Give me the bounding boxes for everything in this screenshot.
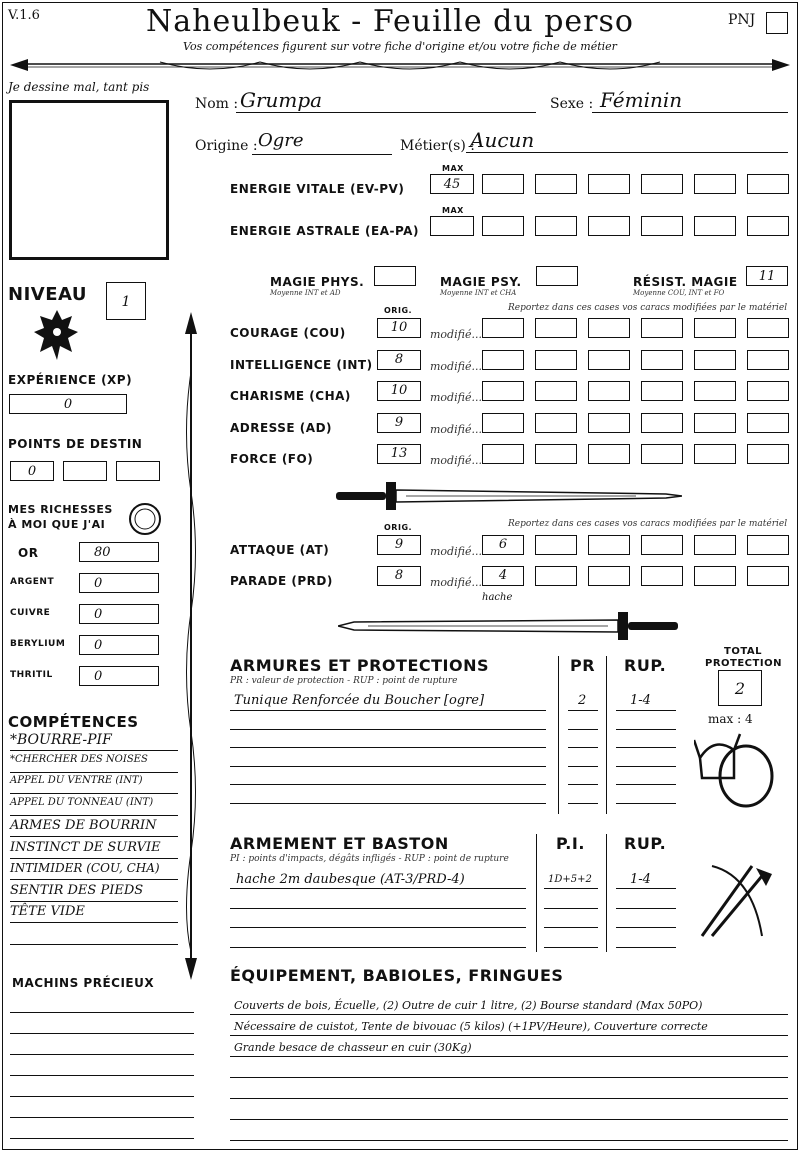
armor-pr-line	[568, 747, 598, 748]
combat-orig-box[interactable]	[377, 535, 421, 555]
total-protection-box[interactable]	[718, 670, 762, 706]
precious-line[interactable]	[10, 1117, 194, 1118]
wealth-label: CUIVRE	[10, 608, 51, 618]
wealth-box[interactable]	[79, 635, 159, 655]
stat-modified-box[interactable]	[482, 413, 524, 433]
combat-modified-box[interactable]	[482, 535, 524, 555]
armor-name[interactable]: Tunique Renforcée du Boucher [ogre]	[234, 693, 485, 708]
magie-psy-sub: Moyenne INT et CHA	[440, 289, 517, 297]
stat-modified-box[interactable]	[588, 444, 630, 464]
precious-title: MACHINS PRÉCIEUX	[12, 976, 155, 990]
weapon-pi-line	[544, 908, 598, 909]
stats-orig-label: ORIG.	[384, 306, 413, 315]
sword-ornament-2	[338, 608, 684, 644]
skill-line	[10, 815, 178, 816]
origine-value[interactable]: Ogre	[258, 130, 304, 151]
skill-line	[10, 793, 178, 794]
skill-item[interactable]: APPEL DU VENTRE (INT)	[10, 775, 143, 786]
weapons-col-pi: P.I.	[556, 834, 585, 853]
ev-max-value: 45	[443, 177, 461, 192]
combat-orig-box[interactable]	[377, 566, 421, 586]
skill-item[interactable]: ARMES DE BOURRIN	[10, 818, 157, 833]
weapon-name-line	[230, 947, 526, 948]
ea-tracker-box[interactable]	[535, 216, 577, 236]
ev-max-label: MAX	[442, 164, 464, 173]
destin-box-1[interactable]	[10, 461, 54, 481]
stat-modified-box[interactable]	[535, 444, 577, 464]
combat-modified-box[interactable]	[747, 535, 789, 555]
combat-modif-label: modifié...	[430, 545, 482, 558]
ev-tracker-box[interactable]	[694, 174, 736, 194]
stat-orig-box[interactable]	[377, 413, 421, 433]
armor-name-line	[230, 784, 546, 785]
ev-tracker-box[interactable]	[747, 174, 789, 194]
precious-line[interactable]	[10, 1033, 194, 1034]
header-spear-ornament	[10, 52, 790, 80]
armor-col-sep-2	[606, 656, 607, 814]
ea-label: ENERGIE ASTRALE (EA-PA)	[230, 224, 419, 238]
stat-modified-box[interactable]	[588, 413, 630, 433]
stat-modif-label: modifié...	[430, 359, 482, 373]
combat-orig-value: 9	[394, 537, 404, 552]
skill-item[interactable]: APPEL DU TONNEAU (INT)	[10, 796, 154, 808]
stat-label: INTELLIGENCE (INT)	[230, 357, 373, 372]
armor-pr-line	[568, 784, 598, 785]
magie-phys-box[interactable]	[374, 266, 416, 286]
armor-pr-line	[568, 803, 598, 804]
nom-label: Nom :	[195, 96, 239, 112]
weapons-title: ARMEMENT ET BASTON	[230, 834, 449, 853]
armor-pr-line	[568, 710, 598, 711]
total-protection-value: 2	[734, 679, 746, 698]
armor-pr-line	[568, 729, 598, 730]
ev-max-box[interactable]	[430, 174, 474, 194]
skill-line	[10, 922, 178, 923]
ev-tracker-box[interactable]	[482, 174, 524, 194]
stat-modified-box[interactable]	[694, 381, 736, 401]
weapon-pi-line	[544, 947, 598, 948]
skill-line	[10, 772, 178, 773]
combat-modified-box[interactable]	[482, 566, 524, 586]
stat-modified-box[interactable]	[535, 318, 577, 338]
destin-box-3[interactable]	[116, 461, 160, 481]
stat-label: COURAGE (COU)	[230, 326, 346, 340]
armor-name-line	[230, 766, 546, 767]
total-protection-label-2: PROTECTION	[705, 658, 782, 669]
ea-tracker-box[interactable]	[482, 216, 524, 236]
wealth-label: THRITIL	[10, 670, 53, 680]
stat-orig-value: 10	[390, 320, 408, 335]
combat-modified-box[interactable]	[747, 566, 789, 586]
weapon-name-line	[230, 888, 526, 889]
equipment-line	[230, 1056, 788, 1057]
combat-modified-box[interactable]	[694, 566, 736, 586]
equipment-item[interactable]: Grande besace de chasseur en cuir (30Kg)	[234, 1041, 472, 1054]
magie-psy-box[interactable]	[536, 266, 578, 286]
wealth-label: ARGENT	[10, 577, 55, 587]
combat-label: ATTAQUE (AT)	[230, 543, 330, 557]
armor-title: ARMURES ET PROTECTIONS	[230, 656, 489, 675]
skills-title: COMPÉTENCES	[8, 713, 139, 731]
equipment-line	[230, 1098, 788, 1099]
page-title: Naheulbeuk - Feuille du perso	[146, 4, 634, 39]
stat-modif-label: modifié...	[430, 422, 482, 436]
metier-value[interactable]: Aucun	[470, 128, 535, 152]
combat-modified-value: 4	[498, 568, 508, 583]
nom-line	[236, 112, 536, 113]
resist-magie-box[interactable]	[746, 266, 788, 286]
destin-label: POINTS DE DESTIN	[8, 437, 143, 451]
weapon-name-line	[230, 927, 526, 928]
stat-modified-box[interactable]	[641, 318, 683, 338]
armor-name-line	[230, 729, 546, 730]
equipment-line	[230, 1140, 788, 1141]
sexe-line	[592, 112, 788, 113]
page-subtitle: Vos compétences figurent sur votre fiche d'origine et/ou votre fiche de métier	[183, 40, 617, 53]
ea-tracker-box[interactable]	[747, 216, 789, 236]
xp-label: EXPÉRIENCE (XP)	[8, 373, 133, 387]
pnj-checkbox[interactable]	[766, 12, 788, 34]
weapon-name-line	[230, 908, 526, 909]
armor-name-line	[230, 710, 546, 711]
helmet-shield-icon	[694, 728, 778, 810]
stat-label: CHARISME (CHA)	[230, 389, 351, 403]
stat-modified-box[interactable]	[694, 444, 736, 464]
stats-note: Reportez dans ces cases vos caracs modifiées par le matériel	[508, 303, 788, 313]
resist-magie-label: RÉSIST. MAGIE	[633, 275, 738, 289]
wealth-value: 0	[94, 669, 103, 684]
stat-orig-box[interactable]	[377, 318, 421, 338]
stat-orig-value: 13	[390, 446, 408, 461]
skill-line	[10, 901, 178, 902]
precious-line[interactable]	[10, 1138, 194, 1139]
precious-line[interactable]	[10, 1096, 194, 1097]
xp-value: 0	[63, 397, 73, 412]
armor-pr[interactable]: 2	[578, 693, 587, 708]
ea-tracker-box[interactable]	[694, 216, 736, 236]
weapons-subtitle: PI : points d'impacts, dégâts infligés - RUP : point de rupture	[230, 854, 509, 864]
stat-modified-box[interactable]	[482, 444, 524, 464]
wealth-label: BERYLIUM	[10, 639, 66, 649]
richesses-label-2: À MOI QUE J'AI	[8, 518, 106, 531]
resist-magie-value: 11	[758, 269, 776, 284]
stat-modified-box[interactable]	[747, 444, 789, 464]
stat-modified-box[interactable]	[482, 350, 524, 370]
nom-value[interactable]: Grumpa	[240, 88, 323, 112]
precious-line[interactable]	[10, 1075, 194, 1076]
ev-tracker-box[interactable]	[535, 174, 577, 194]
weapon-rup-line	[616, 947, 676, 948]
richesses-label-1: MES RICHESSES	[8, 503, 113, 516]
weapons-col-rup: RUP.	[624, 834, 667, 853]
wealth-value: 80	[94, 545, 111, 560]
weapons-icon	[692, 856, 778, 946]
weapons-col-sep-1	[536, 834, 537, 952]
origine-line	[252, 154, 392, 155]
max-protection-label: max : 4	[708, 712, 753, 726]
combat-modified-box[interactable]	[588, 535, 630, 555]
combat-modif-label: modifié...	[430, 576, 482, 589]
stat-orig-box[interactable]	[377, 381, 421, 401]
equipment-title: ÉQUIPEMENT, BABIOLES, FRINGUES	[230, 966, 564, 985]
weapon-rup-line	[616, 927, 676, 928]
stat-modified-box[interactable]	[535, 381, 577, 401]
destin-box-2[interactable]	[63, 461, 107, 481]
equipment-line	[230, 1077, 788, 1078]
pnj-label: PNJ	[728, 12, 756, 28]
metier-label: Métier(s) :	[400, 138, 475, 154]
stat-modified-box[interactable]	[747, 413, 789, 433]
stat-orig-box[interactable]	[377, 350, 421, 370]
weapon-pi-line	[544, 927, 598, 928]
weapon-pi-line	[544, 888, 598, 889]
skill-item[interactable]: *CHERCHER DES NOISES	[10, 753, 148, 765]
wealth-value: 0	[94, 638, 103, 653]
version-label: V.1.6	[8, 8, 40, 23]
equipment-line	[230, 1014, 788, 1015]
stat-modified-box[interactable]	[747, 350, 789, 370]
magie-phys-label: MAGIE PHYS.	[270, 275, 365, 289]
origine-label: Origine :	[195, 138, 258, 154]
skill-item[interactable]: INTIMIDER (COU, CHA)	[10, 861, 160, 875]
combat-modified-value: 6	[498, 537, 508, 552]
combat-label: PARADE (PRD)	[230, 574, 333, 588]
armor-subtitle: PR : valeur de protection - RUP : point de rupture	[230, 676, 458, 686]
wealth-label: OR	[18, 546, 39, 560]
magie-psy-label: MAGIE PSY.	[440, 275, 522, 289]
stat-modified-box[interactable]	[641, 413, 683, 433]
wealth-box[interactable]	[79, 542, 159, 562]
ea-max-box[interactable]	[430, 216, 474, 236]
armor-rup[interactable]: 1-4	[630, 693, 651, 708]
portrait-box[interactable]	[9, 100, 169, 260]
armor-rup-line	[616, 729, 676, 730]
stat-orig-value: 8	[394, 351, 404, 367]
skill-item[interactable]: SENTIR DES PIEDS	[10, 882, 144, 898]
stat-label: FORCE (FO)	[230, 452, 314, 466]
stat-modified-box[interactable]	[694, 350, 736, 370]
portrait-caption: Je dessine mal, tant pis	[8, 80, 150, 94]
wealth-value: 0	[94, 607, 103, 622]
stat-modified-box[interactable]	[641, 350, 683, 370]
combat-modified-box[interactable]	[535, 566, 577, 586]
skill-item[interactable]: TÊTE VIDE	[10, 904, 85, 919]
armor-rup-line	[616, 784, 676, 785]
stat-modif-label: modifié...	[430, 391, 482, 404]
weapon-rup[interactable]: 1-4	[630, 872, 651, 887]
weapon-pi[interactable]: 1D+5+2	[548, 874, 592, 885]
skill-line	[10, 879, 178, 880]
stat-modified-box[interactable]	[747, 381, 789, 401]
armor-pr-line	[568, 766, 598, 767]
xp-box[interactable]	[9, 394, 127, 414]
magie-phys-sub: Moyenne INT et AD	[270, 289, 341, 297]
ea-max-label: MAX	[442, 206, 464, 215]
weapon-note: hache	[482, 592, 513, 603]
stat-modified-box[interactable]	[482, 381, 524, 401]
armor-rup-line	[616, 766, 676, 767]
sexe-value[interactable]: Féminin	[600, 88, 683, 112]
ea-tracker-box[interactable]	[641, 216, 683, 236]
stat-modified-box[interactable]	[482, 318, 524, 338]
ev-tracker-box[interactable]	[588, 174, 630, 194]
skill-line	[10, 836, 178, 837]
skill-item[interactable]: *BOURRE-PIF	[10, 732, 112, 748]
sword-ornament-1	[336, 478, 682, 514]
armor-rup-line	[616, 803, 676, 804]
total-protection-label-1: TOTAL	[724, 646, 762, 657]
stat-orig-value: 9	[394, 414, 404, 430]
combat-modified-box[interactable]	[694, 535, 736, 555]
precious-line[interactable]	[10, 1012, 194, 1013]
skill-line	[10, 750, 178, 751]
ev-label: ENERGIE VITALE (EV-PV)	[230, 182, 405, 196]
sexe-label: Sexe :	[550, 96, 594, 112]
armor-col-sep-1	[558, 656, 559, 814]
wealth-value: 0	[94, 576, 103, 591]
combat-modified-box[interactable]	[641, 566, 683, 586]
destin-value-1: 0	[27, 464, 37, 479]
precious-line[interactable]	[10, 1054, 194, 1055]
combat-orig-value: 8	[394, 568, 404, 583]
ev-tracker-box[interactable]	[641, 174, 683, 194]
armor-name-line	[230, 803, 546, 804]
combat-orig-label: ORIG.	[384, 523, 413, 532]
stat-modified-box[interactable]	[588, 350, 630, 370]
wealth-box[interactable]	[79, 604, 159, 624]
skill-line	[10, 944, 178, 945]
ea-tracker-box[interactable]	[588, 216, 630, 236]
stat-modified-box[interactable]	[641, 381, 683, 401]
stat-modified-box[interactable]	[747, 318, 789, 338]
armor-col-pr: PR	[570, 656, 596, 675]
stat-modified-box[interactable]	[641, 444, 683, 464]
stat-label: ADRESSE (AD)	[230, 420, 333, 435]
equipment-item[interactable]: Nécessaire de cuistot, Tente de bivouac (5 kilos) (+1PV/Heure), Couverture correcte	[234, 1020, 708, 1033]
equipment-line	[230, 1035, 788, 1036]
weapon-rup-line	[616, 888, 676, 889]
armor-rup-line	[616, 747, 676, 748]
stat-modified-box[interactable]	[588, 318, 630, 338]
skill-item[interactable]: INSTINCT DE SURVIE	[10, 839, 161, 855]
stat-orig-box[interactable]	[377, 444, 421, 464]
stat-modified-box[interactable]	[694, 413, 736, 433]
stat-modified-box[interactable]	[588, 381, 630, 401]
combat-modified-box[interactable]	[588, 566, 630, 586]
wealth-box[interactable]	[79, 573, 159, 593]
stat-modif-label: modifié...	[430, 454, 482, 467]
niveau-value: 1	[121, 294, 131, 310]
weapons-col-sep-2	[606, 834, 607, 952]
niveau-box[interactable]	[106, 282, 146, 320]
combat-modified-box[interactable]	[535, 535, 577, 555]
dragon-icon	[32, 306, 82, 364]
combat-modified-box[interactable]	[641, 535, 683, 555]
stat-orig-value: 10	[390, 383, 408, 398]
coin-icon	[128, 502, 162, 536]
stat-modified-box[interactable]	[694, 318, 736, 338]
niveau-label: NIVEAU	[8, 284, 87, 305]
equipment-item[interactable]: Couverts de bois, Écuelle, (2) Outre de cuir 1 litre, (2) Bourse standard (Max 50PO)	[234, 999, 703, 1012]
weapon-name[interactable]: hache 2m daubesque (AT-3/PRD-4)	[236, 872, 465, 887]
combat-note: Reportez dans ces cases vos caracs modifiées par le matériel	[508, 519, 788, 529]
resist-magie-sub: Moyenne COU, INT et FO	[633, 289, 725, 297]
weapon-rup-line	[616, 908, 676, 909]
wealth-box[interactable]	[79, 666, 159, 686]
metier-line	[466, 152, 788, 153]
skill-line	[10, 858, 178, 859]
stat-modified-box[interactable]	[535, 350, 577, 370]
armor-rup-line	[616, 710, 676, 711]
stat-modified-box[interactable]	[535, 413, 577, 433]
stat-modif-label: modifié...	[430, 328, 482, 341]
spear-ornament	[180, 312, 202, 980]
armor-col-rup: RUP.	[624, 656, 667, 675]
armor-name-line	[230, 747, 546, 748]
equipment-line	[230, 1119, 788, 1120]
